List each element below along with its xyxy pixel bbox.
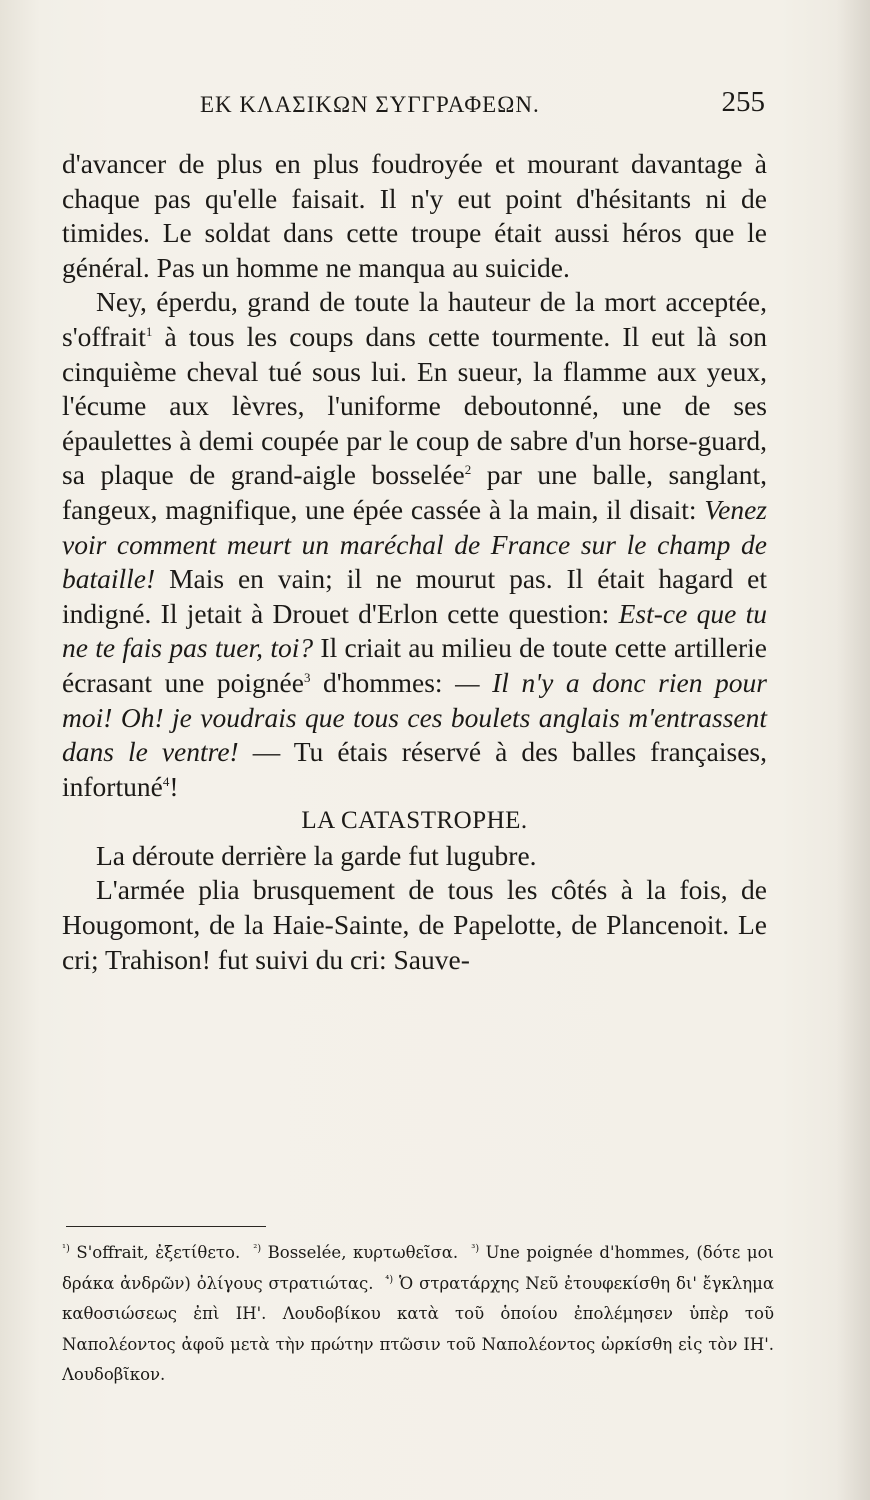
text-run: Mais en vain; il ne mourut pas. Il était hagard et indigné. Il jetait à Drouet d'Erlon cette question: (62, 563, 767, 629)
footnote-separator (66, 1226, 266, 1227)
page-number: 255 (721, 86, 765, 118)
page-header (200, 86, 765, 132)
footnotes (62, 1238, 774, 1391)
page-edge-shadow (836, 0, 870, 1500)
text-run: par une balle, sanglant, fangeux, magnifique, une épée cassée à la main, il disait: (62, 459, 768, 525)
text-run: — Tu étais réservé à des balles françaises, infortuné (62, 736, 767, 802)
footnote-ref-4: 4 (162, 773, 170, 789)
paragraph-4: L'armée plia brusquement de tous les côtés à la fois, de Hougomont, de la Haie-Sainte, de Papelotte, de Plancenoit. Le cri; Trahison! fut suivi du cri: Sauve- (62, 874, 767, 975)
paragraph-2 (62, 285, 767, 804)
paragraph-3: La déroute derrière la garde fut lugubre. (96, 839, 537, 871)
ney-quote: Venez voir comment meurt un maréchal de France sur le champ de bataille! (62, 493, 767, 595)
footnote-mark-2: ²) (253, 1243, 262, 1255)
text-run: Il criait au milieu de toute cette artillerie écrasant une poignée (62, 632, 767, 698)
footnote-mark-3: ³) (471, 1243, 480, 1255)
footnote-mark-1: ¹) (62, 1243, 70, 1255)
text-run: Ney, éperdu, grand de toute la hauteur de la mort acceptée, s'offrait (62, 286, 767, 352)
footnote-mark-4: ⁴) (385, 1274, 394, 1285)
text-run: à tous les coups dans cette tourmente. Il eut là son cinquième cheval tué sous lui. En sueur, la flamme aux yeux, l'écume aux lèvres, l'uniforme deboutonné, une de ses épaulettes à demi coupée par le coup de sabre d'un horse-guard, sa plaque de grand-aigle bosselée (62, 320, 767, 491)
paragraph-1: d'avancer de plus en plus foudroyée et mourant davantage à chaque pas qu'elle faisait. Il n'y eut point d'hésitants ni de timides. Le soldat dans cette troupe était aussi héros que le général. Pas un homme ne manqua au suicide. (62, 148, 767, 283)
footnote-4: Ὁ στρατάρχης Νεῦ ἐτουφεκίσθη δι' ἔγκλημα καθοσιώσεως ἐπὶ ΙΗ'. Λουδοβίκου κατὰ τοῦ ὁποίου ἐπολέμησεν ὑπὲρ τοῦ Ναπολέοντος ἀφοῦ μετὰ τὴν πρώτην πτῶσιν τοῦ Ναπολέοντος ὠρκίσθη εἰς τὸν ΙΗ'. Λουδοβῖκον. (62, 1273, 774, 1384)
ney-exclamation: — Il n'y a donc rien pour moi! Oh! je voudrais que tous ces boulets anglais m'entrassent dans le ventre! (62, 666, 767, 768)
section-heading: LA CATASTROPHE. (301, 807, 528, 835)
text-run: d'hommes: (310, 666, 456, 698)
footnote-1: S'offrait, ἐξετίθετο. (69, 1243, 241, 1262)
body-text (62, 147, 767, 977)
running-title: ΕΚ ΚΛΑΣΙΚΩΝ ΣΥΓΓΡΑΦΕΩΝ. (200, 92, 540, 117)
text-run: ! (169, 770, 179, 802)
footnote-ref-3: 3 (303, 669, 311, 685)
footnote-2: Bosselée, κυρτωθεῖσα. (261, 1243, 459, 1262)
footnote-ref-1: 1 (145, 323, 153, 339)
ney-question: Est-ce que tu ne te fais pas tuer, toi? (62, 597, 767, 664)
footnote-3: Une poignée d'hommes, (δότε μοι δράκα ἀνδρῶν) ὀλίγους στρατιώτας. (62, 1243, 774, 1293)
footnote-block (62, 1238, 774, 1391)
footnote-ref-2: 2 (464, 462, 472, 478)
